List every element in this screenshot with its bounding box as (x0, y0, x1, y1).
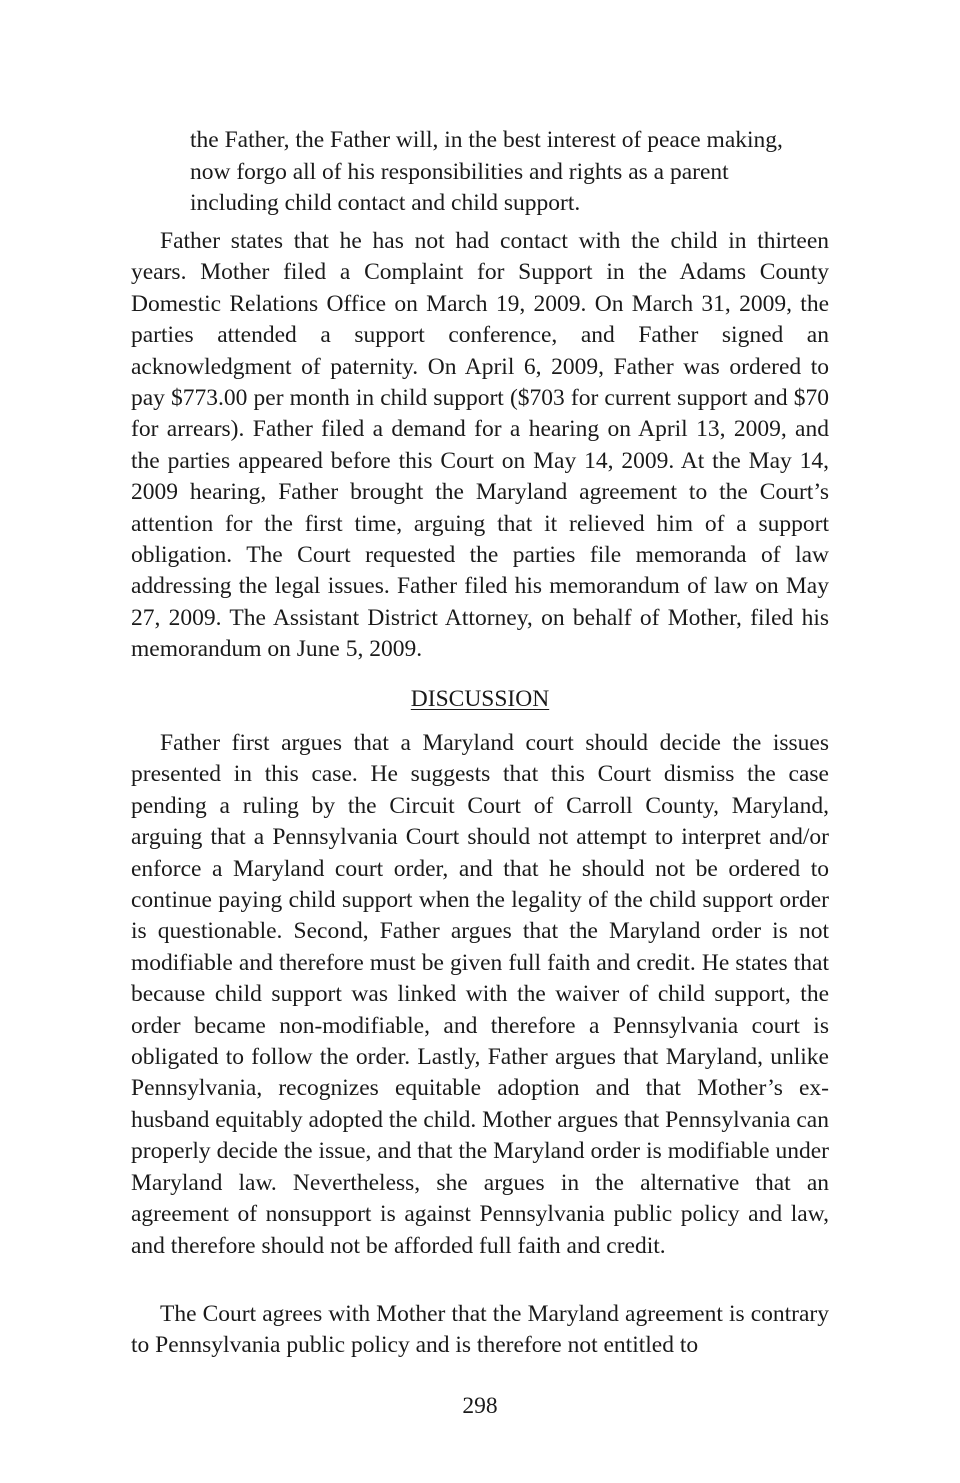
body-paragraph: The Court agrees with Mother that the Maryland agreement is contrary to Pennsylvania public policy and is therefore not entitled to (131, 1301, 829, 1359)
page-number: 298 (462, 1393, 498, 1419)
body-paragraph: Father first argues that a Maryland court should decide the issues presented in this case. He suggests that this Court dismiss the case pending a ruling by the Circuit Court of Carroll County, Maryland, arguing that a Pennsylvania Court should not attempt to interpret and/or enforce a Maryland court order, and that he should not be ordered to continue paying child support when the legality of the child support order is questionable. Second, Father argues that the Maryland order is not modifiable and therefore must be given full faith and credit. He states that because child support was linked with the waiver of child support, the order became non-modifiable, and therefore a Pennsylvania court is obligated to follow the order. Lastly, Father argues that Maryland, unlike Pennsylvania, recognizes equitable adoption and that Mother’s ex-husband equitably adopted the child. Mother argues that Pennsylvania can properly decide the issue, and that the Maryland order is modifiable under Maryland law. Nevertheless, she argues in the alternative that an agreement of nonsupport is against Pennsylvania public policy and law, and therefore should not be afforded full faith and credit. (131, 730, 829, 1259)
section-heading (131, 684, 829, 715)
body-paragraph: Father states that he has not had contact with the child in thirteen years. Mother filed a Complaint for Support in the Adams County Domestic Relations Office on March 19, 2009. On March 31, 2009, the parties attended a support conference, and Father signed an acknowledgment of paternity. On April 6, 2009, Father was ordered to pay $773.00 per month in child support ($703 for current support and $70 for arrears). Father filed a demand for a hearing on April 13, 2009, and the parties appeared before this Court on May 14, 2009. At the May 14, 2009 hearing, Father brought the Maryland agreement to the Court’s attention for the first time, arguing that it relieved him of a support obligation. The Court requested the parties file memoranda of law addressing the legal issues. Father filed his memorandum of law on May 27, 2009. The Assistant District Attorney, on behalf of Mother, filed his memorandum on June 5, 2009. (131, 228, 829, 663)
section-heading-text: DISCUSSION (410, 686, 550, 712)
block-quote: the Father, the Father will, in the best interest of peace making, now forgo all of his responsibilities and rights as a parent including child contact and child support. (190, 127, 783, 216)
